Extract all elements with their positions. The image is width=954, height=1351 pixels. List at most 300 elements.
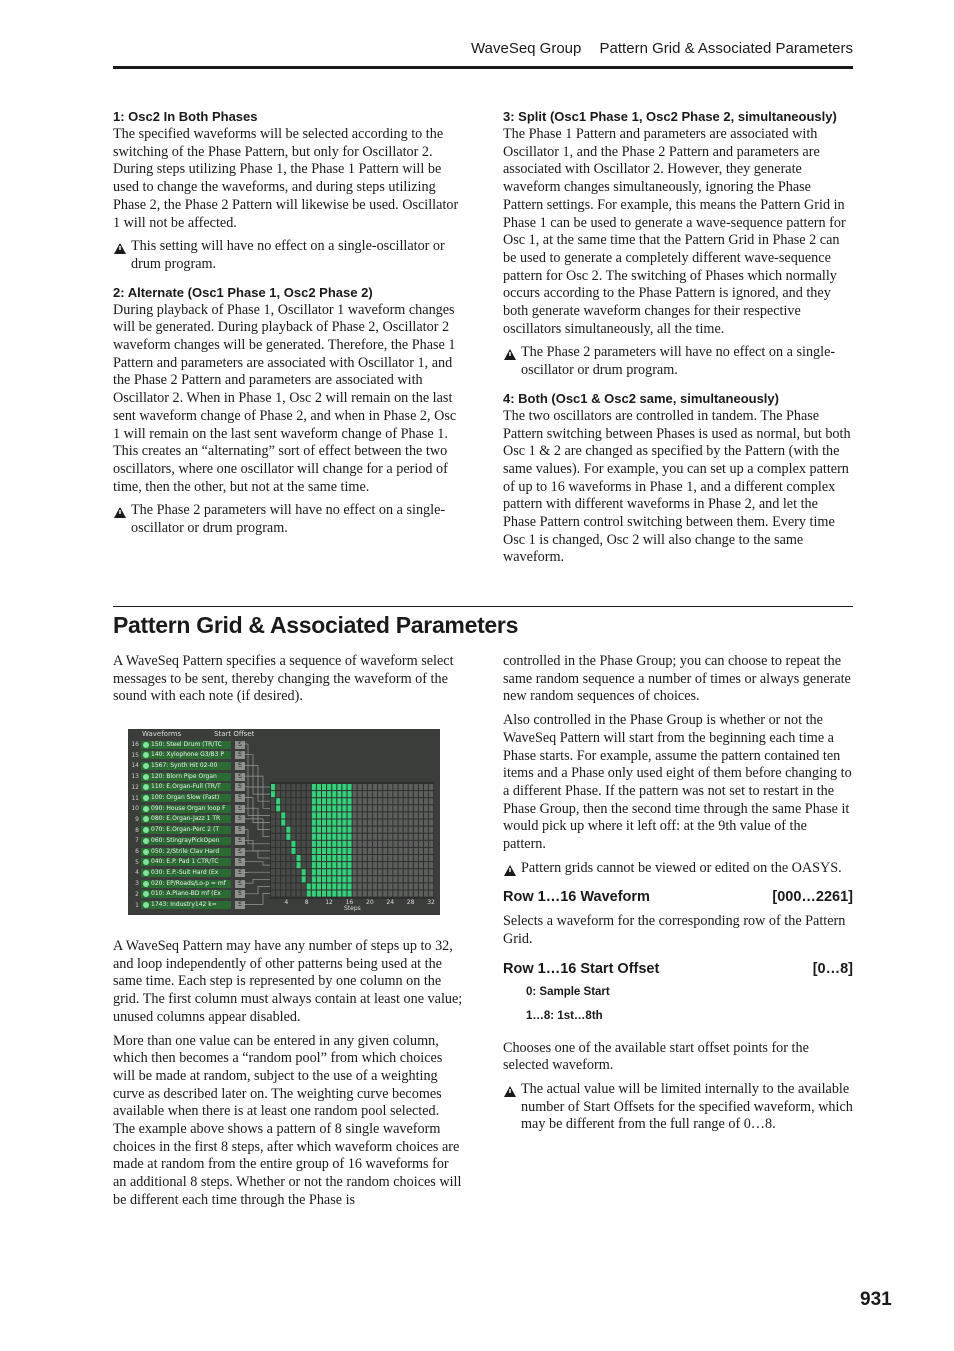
grid-cell[interactable] (286, 883, 290, 889)
grid-cell[interactable] (429, 862, 433, 868)
grid-cell[interactable] (419, 834, 423, 840)
grid-cell[interactable] (337, 876, 341, 882)
grid-cell[interactable] (286, 827, 290, 833)
grid-cell[interactable] (429, 834, 433, 840)
grid-cell[interactable] (429, 855, 433, 861)
grid-cell[interactable] (363, 784, 367, 790)
grid-cell[interactable] (358, 883, 362, 889)
grid-cell[interactable] (358, 862, 362, 868)
grid-cell[interactable] (358, 891, 362, 897)
grid-cell[interactable] (332, 855, 336, 861)
grid-cell[interactable] (399, 812, 403, 818)
grid-cell[interactable] (281, 784, 285, 790)
grid-cell[interactable] (373, 805, 377, 811)
grid-cell[interactable] (302, 791, 306, 797)
waveform-select[interactable]: 060: StingrayPickOpen (141, 837, 231, 845)
grid-cell[interactable] (276, 841, 280, 847)
grid-cell[interactable] (388, 841, 392, 847)
start-offset-select[interactable]: S (235, 858, 245, 866)
grid-cell[interactable] (348, 798, 352, 804)
grid-cell[interactable] (271, 791, 275, 797)
grid-cell[interactable] (429, 791, 433, 797)
grid-cell[interactable] (393, 855, 397, 861)
grid-cell[interactable] (409, 848, 413, 854)
grid-cell[interactable] (404, 798, 408, 804)
grid-cell[interactable] (327, 820, 331, 826)
grid-cell[interactable] (286, 798, 290, 804)
grid-cell[interactable] (348, 812, 352, 818)
grid-cell[interactable] (383, 784, 387, 790)
grid-cell[interactable] (424, 891, 428, 897)
grid-cell[interactable] (393, 791, 397, 797)
grid-cell[interactable] (358, 848, 362, 854)
grid-cell[interactable] (393, 834, 397, 840)
grid-cell[interactable] (414, 891, 418, 897)
grid-cell[interactable] (388, 820, 392, 826)
waveform-select[interactable]: 030: E.P.-Suit Hard (Ex (141, 869, 231, 877)
grid-cell[interactable] (342, 784, 346, 790)
grid-cell[interactable] (399, 791, 403, 797)
grid-cell[interactable] (297, 805, 301, 811)
grid-cell[interactable] (399, 848, 403, 854)
grid-cell[interactable] (348, 841, 352, 847)
grid-cell[interactable] (322, 798, 326, 804)
grid-cell[interactable] (388, 791, 392, 797)
grid-cell[interactable] (276, 869, 280, 875)
grid-cell[interactable] (271, 841, 275, 847)
grid-cell[interactable] (358, 827, 362, 833)
grid-cell[interactable] (302, 891, 306, 897)
grid-cell[interactable] (276, 791, 280, 797)
grid-cell[interactable] (363, 791, 367, 797)
grid-cell[interactable] (302, 827, 306, 833)
grid-cell[interactable] (297, 848, 301, 854)
grid-cell[interactable] (404, 848, 408, 854)
grid-cell[interactable] (291, 876, 295, 882)
grid-cell[interactable] (388, 848, 392, 854)
grid-cell[interactable] (327, 891, 331, 897)
grid-cell[interactable] (383, 855, 387, 861)
grid-cell[interactable] (424, 805, 428, 811)
grid-cell[interactable] (393, 805, 397, 811)
grid-cell[interactable] (393, 820, 397, 826)
grid-cell[interactable] (348, 891, 352, 897)
grid-cell[interactable] (424, 855, 428, 861)
grid-cell[interactable] (317, 805, 321, 811)
grid-cell[interactable] (302, 798, 306, 804)
grid-cell[interactable] (424, 812, 428, 818)
grid-cell[interactable] (302, 883, 306, 889)
grid-cell[interactable] (291, 791, 295, 797)
grid-cell[interactable] (332, 848, 336, 854)
grid-cell[interactable] (297, 869, 301, 875)
grid-cell[interactable] (302, 841, 306, 847)
grid-cell[interactable] (368, 798, 372, 804)
grid-cell[interactable] (286, 805, 290, 811)
grid-cell[interactable] (368, 784, 372, 790)
grid-cell[interactable] (271, 869, 275, 875)
grid-cell[interactable] (383, 812, 387, 818)
grid-cell[interactable] (373, 791, 377, 797)
grid-cell[interactable] (383, 862, 387, 868)
grid-cell[interactable] (414, 869, 418, 875)
grid-cell[interactable] (409, 891, 413, 897)
grid-cell[interactable] (297, 855, 301, 861)
grid-cell[interactable] (419, 784, 423, 790)
waveform-row[interactable] (130, 890, 245, 899)
grid-cell[interactable] (337, 869, 341, 875)
grid-cell[interactable] (291, 834, 295, 840)
grid-cell[interactable] (342, 869, 346, 875)
grid-cell[interactable] (353, 841, 357, 847)
grid-cell[interactable] (312, 862, 316, 868)
grid-cell[interactable] (424, 834, 428, 840)
grid-cell[interactable] (281, 869, 285, 875)
grid-cell[interactable] (383, 841, 387, 847)
grid-cell[interactable] (342, 891, 346, 897)
grid-cell[interactable] (419, 805, 423, 811)
grid-cell[interactable] (342, 841, 346, 847)
grid-cell[interactable] (327, 869, 331, 875)
grid-cell[interactable] (327, 862, 331, 868)
grid-cell[interactable] (337, 784, 341, 790)
grid-cell[interactable] (297, 784, 301, 790)
waveform-select[interactable]: 1743: Industry142 k= (141, 901, 231, 909)
grid-cell[interactable] (337, 855, 341, 861)
waveform-row[interactable] (130, 751, 245, 760)
grid-cell[interactable] (332, 869, 336, 875)
waveform-select[interactable]: 090: House Organ loop F (141, 805, 231, 813)
grid-cell[interactable] (276, 848, 280, 854)
grid-cell[interactable] (281, 891, 285, 897)
grid-cell[interactable] (327, 883, 331, 889)
grid-cell[interactable] (393, 883, 397, 889)
grid-cell[interactable] (291, 883, 295, 889)
waveform-row[interactable] (130, 868, 245, 877)
waveform-row[interactable] (130, 847, 245, 856)
grid-cell[interactable] (373, 827, 377, 833)
grid-cell[interactable] (429, 891, 433, 897)
grid-cell[interactable] (307, 862, 311, 868)
grid-cell[interactable] (409, 869, 413, 875)
grid-cell[interactable] (393, 876, 397, 882)
grid-cell[interactable] (388, 862, 392, 868)
grid-cell[interactable] (302, 812, 306, 818)
grid-cell[interactable] (419, 798, 423, 804)
grid-cell[interactable] (348, 848, 352, 854)
grid-cell[interactable] (276, 834, 280, 840)
grid-cell[interactable] (393, 848, 397, 854)
grid-cell[interactable] (368, 841, 372, 847)
grid-cell[interactable] (297, 827, 301, 833)
grid-cell[interactable] (332, 798, 336, 804)
grid-cell[interactable] (404, 862, 408, 868)
grid-cell[interactable] (414, 805, 418, 811)
grid-cell[interactable] (348, 827, 352, 833)
grid-cell[interactable] (276, 891, 280, 897)
grid-cell[interactable] (368, 883, 372, 889)
grid-cell[interactable] (342, 848, 346, 854)
grid-cell[interactable] (383, 805, 387, 811)
grid-cell[interactable] (332, 827, 336, 833)
grid-cell[interactable] (424, 798, 428, 804)
grid-cell[interactable] (399, 798, 403, 804)
waveform-row[interactable] (130, 804, 245, 813)
grid-cell[interactable] (363, 891, 367, 897)
grid-cell[interactable] (429, 827, 433, 833)
grid-cell[interactable] (409, 876, 413, 882)
grid-cell[interactable] (327, 791, 331, 797)
grid-cell[interactable] (348, 791, 352, 797)
grid-cell[interactable] (276, 820, 280, 826)
grid-cell[interactable] (393, 891, 397, 897)
grid-cell[interactable] (353, 848, 357, 854)
grid-cell[interactable] (322, 805, 326, 811)
grid-cell[interactable] (383, 883, 387, 889)
grid-cell[interactable] (399, 841, 403, 847)
grid-cell[interactable] (358, 834, 362, 840)
grid-cell[interactable] (281, 855, 285, 861)
waveform-row[interactable] (130, 879, 245, 888)
grid-cell[interactable] (353, 869, 357, 875)
grid-cell[interactable] (276, 812, 280, 818)
grid-cell[interactable] (419, 841, 423, 847)
grid-cell[interactable] (393, 862, 397, 868)
grid-cell[interactable] (429, 841, 433, 847)
grid-cell[interactable] (388, 812, 392, 818)
grid-cell[interactable] (327, 834, 331, 840)
grid-cell[interactable] (332, 805, 336, 811)
grid-cell[interactable] (281, 883, 285, 889)
grid-cell[interactable] (297, 812, 301, 818)
start-offset-select[interactable]: S (235, 848, 245, 856)
grid-cell[interactable] (271, 855, 275, 861)
grid-cell[interactable] (312, 891, 316, 897)
grid-cell[interactable] (317, 855, 321, 861)
grid-cell[interactable] (429, 812, 433, 818)
waveform-select[interactable]: 140: Xylophone G3/B3 P (141, 751, 231, 759)
grid-cell[interactable] (297, 820, 301, 826)
start-offset-select[interactable]: S (235, 826, 245, 834)
grid-cell[interactable] (358, 820, 362, 826)
grid-cell[interactable] (383, 827, 387, 833)
grid-cell[interactable] (317, 862, 321, 868)
grid-cell[interactable] (276, 805, 280, 811)
grid-cell[interactable] (276, 784, 280, 790)
grid-cell[interactable] (409, 834, 413, 840)
grid-cell[interactable] (368, 834, 372, 840)
grid-cell[interactable] (342, 805, 346, 811)
grid-cell[interactable] (399, 805, 403, 811)
grid-cell[interactable] (363, 876, 367, 882)
grid-cell[interactable] (353, 784, 357, 790)
grid-cell[interactable] (327, 784, 331, 790)
grid-cell[interactable] (409, 812, 413, 818)
grid-cell[interactable] (271, 827, 275, 833)
grid-cell[interactable] (271, 812, 275, 818)
grid-cell[interactable] (404, 820, 408, 826)
grid-cell[interactable] (429, 820, 433, 826)
waveform-select[interactable]: 010: A.Piano-BD mf (Ex (141, 890, 231, 898)
grid-cell[interactable] (409, 798, 413, 804)
grid-cell[interactable] (358, 805, 362, 811)
grid-cell[interactable] (368, 820, 372, 826)
grid-cell[interactable] (302, 805, 306, 811)
grid-cell[interactable] (348, 820, 352, 826)
grid-cell[interactable] (317, 841, 321, 847)
grid-cell[interactable] (424, 869, 428, 875)
grid-cell[interactable] (424, 883, 428, 889)
grid-cell[interactable] (276, 855, 280, 861)
grid-cell[interactable] (312, 784, 316, 790)
grid-cell[interactable] (353, 820, 357, 826)
grid-cell[interactable] (358, 791, 362, 797)
grid-cell[interactable] (281, 791, 285, 797)
grid-cell[interactable] (348, 834, 352, 840)
grid-cell[interactable] (317, 891, 321, 897)
grid-cell[interactable] (414, 862, 418, 868)
grid-cell[interactable] (388, 883, 392, 889)
grid-cell[interactable] (302, 855, 306, 861)
grid-cell[interactable] (358, 855, 362, 861)
grid-cell[interactable] (419, 820, 423, 826)
grid-cell[interactable] (399, 827, 403, 833)
grid-cell[interactable] (317, 848, 321, 854)
start-offset-select[interactable]: S (235, 901, 245, 909)
grid-cell[interactable] (332, 891, 336, 897)
grid-cell[interactable] (317, 869, 321, 875)
grid-cell[interactable] (393, 784, 397, 790)
grid-cell[interactable] (358, 841, 362, 847)
start-offset-select[interactable]: S (235, 890, 245, 898)
grid-cell[interactable] (342, 798, 346, 804)
grid-cell[interactable] (271, 798, 275, 804)
grid-cell[interactable] (399, 883, 403, 889)
start-offset-select[interactable]: S (235, 773, 245, 781)
grid-cell[interactable] (307, 805, 311, 811)
grid-cell[interactable] (317, 812, 321, 818)
grid-cell[interactable] (271, 834, 275, 840)
grid-cell[interactable] (378, 805, 382, 811)
grid-cell[interactable] (378, 812, 382, 818)
grid-cell[interactable] (348, 862, 352, 868)
grid-cell[interactable] (378, 855, 382, 861)
grid-cell[interactable] (312, 848, 316, 854)
grid-cell[interactable] (307, 841, 311, 847)
grid-cell[interactable] (322, 876, 326, 882)
grid-cell[interactable] (291, 827, 295, 833)
grid-cell[interactable] (297, 791, 301, 797)
grid-cell[interactable] (342, 791, 346, 797)
grid-cell[interactable] (271, 820, 275, 826)
grid-cell[interactable] (322, 791, 326, 797)
grid-cell[interactable] (307, 876, 311, 882)
grid-cell[interactable] (404, 869, 408, 875)
grid-cell[interactable] (429, 848, 433, 854)
grid-cell[interactable] (312, 841, 316, 847)
grid-cell[interactable] (378, 791, 382, 797)
grid-cell[interactable] (337, 805, 341, 811)
grid-cell[interactable] (271, 848, 275, 854)
grid-cell[interactable] (363, 827, 367, 833)
grid-cell[interactable] (337, 827, 341, 833)
grid-cell[interactable] (342, 827, 346, 833)
grid-cell[interactable] (404, 827, 408, 833)
grid-cell[interactable] (358, 784, 362, 790)
grid-cell[interactable] (383, 791, 387, 797)
grid-cell[interactable] (332, 862, 336, 868)
grid-cell[interactable] (342, 876, 346, 882)
grid-cell[interactable] (291, 869, 295, 875)
grid-cell[interactable] (409, 855, 413, 861)
grid-cell[interactable] (404, 876, 408, 882)
grid-cell[interactable] (291, 855, 295, 861)
grid-cell[interactable] (327, 848, 331, 854)
waveform-select[interactable]: 110: E.Organ-Full (TR/T (141, 783, 231, 791)
grid-cell[interactable] (337, 834, 341, 840)
start-offset-select[interactable]: S (235, 783, 245, 791)
grid-cell[interactable] (419, 862, 423, 868)
grid-cell[interactable] (353, 883, 357, 889)
waveform-select[interactable]: 070: E.Organ-Perc 2 (T (141, 826, 231, 834)
grid-cell[interactable] (286, 784, 290, 790)
grid-cell[interactable] (393, 798, 397, 804)
grid-cell[interactable] (322, 883, 326, 889)
grid-cell[interactable] (286, 820, 290, 826)
grid-cell[interactable] (281, 798, 285, 804)
grid-cell[interactable] (368, 855, 372, 861)
grid-cell[interactable] (399, 855, 403, 861)
grid-cell[interactable] (281, 812, 285, 818)
grid-cell[interactable] (424, 876, 428, 882)
grid-cell[interactable] (332, 784, 336, 790)
grid-cell[interactable] (368, 869, 372, 875)
waveform-row[interactable] (130, 772, 245, 781)
grid-cell[interactable] (307, 869, 311, 875)
grid-cell[interactable] (383, 869, 387, 875)
waveform-select[interactable]: 040: E.P. Pad 1 CTR/TC (141, 858, 231, 866)
grid-cell[interactable] (404, 834, 408, 840)
grid-cell[interactable] (353, 798, 357, 804)
grid-cell[interactable] (302, 848, 306, 854)
grid-cell[interactable] (399, 862, 403, 868)
grid-cell[interactable] (419, 869, 423, 875)
grid-cell[interactable] (399, 869, 403, 875)
waveform-row[interactable] (130, 836, 245, 845)
grid-cell[interactable] (424, 791, 428, 797)
grid-cell[interactable] (358, 876, 362, 882)
grid-cell[interactable] (337, 841, 341, 847)
grid-cell[interactable] (353, 876, 357, 882)
grid-cell[interactable] (363, 812, 367, 818)
grid-cell[interactable] (373, 820, 377, 826)
grid-cell[interactable] (317, 827, 321, 833)
grid-cell[interactable] (271, 883, 275, 889)
grid-cell[interactable] (307, 820, 311, 826)
grid-cell[interactable] (373, 891, 377, 897)
grid-cell[interactable] (388, 805, 392, 811)
grid-cell[interactable] (286, 891, 290, 897)
grid-cell[interactable] (424, 848, 428, 854)
grid-cell[interactable] (373, 784, 377, 790)
grid-cell[interactable] (414, 841, 418, 847)
grid-cell[interactable] (363, 883, 367, 889)
grid-cell[interactable] (307, 827, 311, 833)
grid-cell[interactable] (378, 827, 382, 833)
grid-cell[interactable] (317, 876, 321, 882)
grid-cell[interactable] (373, 876, 377, 882)
grid-cell[interactable] (322, 820, 326, 826)
